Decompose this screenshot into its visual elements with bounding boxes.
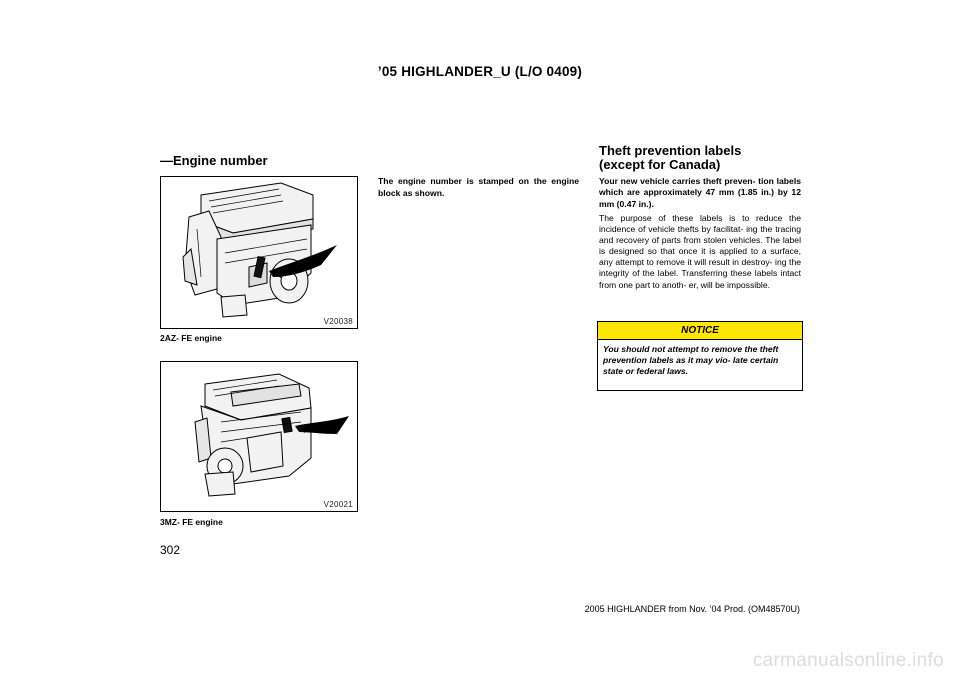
notice-text: You should not attempt to remove the theft prevention labels as it may vio- late certain state or federal laws. (603, 344, 779, 376)
theft-labels-purpose: The purpose of these labels is to reduce the incidence of vehicle thefts by facilitat- ing the tracing and recovery of parts from stolen vehicles. The label is designed so that once it is applied to a surface, any attempt to remove it will result in destroy- ing the integrity of the label. Transferring these labels intact from one part to anoth- er, will be impossible. (599, 213, 801, 290)
engine-number-text: The engine number is stamped on the engine block as shown. (378, 176, 579, 198)
figure-code: V20021 (323, 500, 353, 509)
figure-code: V20038 (323, 317, 353, 326)
theft-labels-heading-line1: Theft prevention labels (599, 143, 742, 158)
engine-2az-figure (160, 176, 358, 329)
figure1-caption: 2AZ- FE engine (160, 333, 222, 343)
engine-2az-illustration (161, 177, 357, 328)
engine-3mz-illustration (161, 362, 357, 511)
document-header: ’05 HIGHLANDER_U (L/O 0409) (377, 64, 583, 79)
theft-labels-heading (599, 144, 741, 172)
engine-3mz-figure (160, 361, 358, 512)
theft-labels-heading-line2: (except for Canada) (599, 157, 721, 172)
engine-number-heading: —Engine number (160, 153, 268, 168)
theft-labels-intro: Your new vehicle carries theft preven- tion labels which are approximately 47 mm (1.85 in.) by 12 mm (0.47 in.). (599, 176, 801, 209)
document-footer: 2005 HIGHLANDER from Nov. ’04 Prod. (OM48570U) (584, 604, 800, 614)
watermark: carmanualsonline.info (752, 650, 944, 671)
page-number: 302 (160, 543, 181, 557)
figure2-caption: 3MZ- FE engine (160, 517, 223, 527)
notice-heading: NOTICE (598, 322, 802, 340)
notice-box (597, 321, 803, 391)
